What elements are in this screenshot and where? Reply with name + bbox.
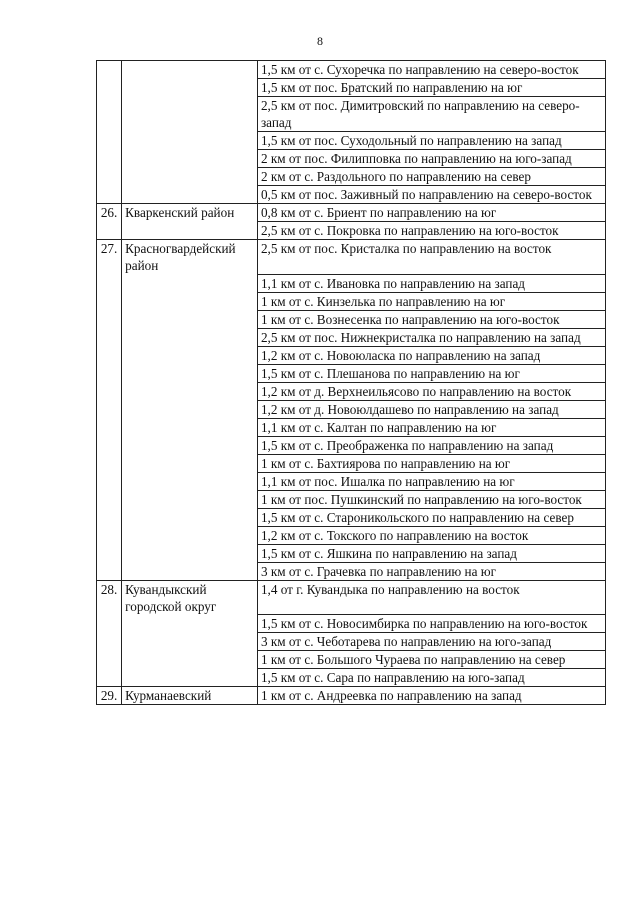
table-row bbox=[97, 292, 606, 310]
row-number-cell bbox=[97, 633, 122, 651]
location-cell: 1,2 км от с. Новоюласка по направлению на запад bbox=[257, 346, 605, 364]
district-cell bbox=[122, 328, 258, 346]
location-cell: 1 км от с. Кинзелька по направлению на юг bbox=[257, 292, 605, 310]
district-cell bbox=[122, 490, 258, 508]
district-cell bbox=[122, 454, 258, 472]
district-cell bbox=[122, 633, 258, 651]
table-row bbox=[97, 240, 606, 275]
district-cell: Кувандыкский городской округ bbox=[122, 580, 258, 615]
row-number-cell bbox=[97, 274, 122, 292]
table-row bbox=[97, 382, 606, 400]
table-row bbox=[97, 526, 606, 544]
location-cell: 1,5 км от с. Староникольского по направлению на север bbox=[257, 508, 605, 526]
row-number-cell bbox=[97, 508, 122, 526]
page-number: 8 bbox=[317, 34, 323, 48]
district-cell bbox=[122, 274, 258, 292]
row-number-cell bbox=[97, 150, 122, 168]
district-cell bbox=[122, 292, 258, 310]
location-cell: 2,5 км от пос. Нижнекристалка по направлению на запад bbox=[257, 328, 605, 346]
district-cell bbox=[122, 310, 258, 328]
row-number-cell bbox=[97, 436, 122, 454]
table-row bbox=[97, 168, 606, 186]
location-cell: 1,5 км от с. Преображенка по направлению на запад bbox=[257, 436, 605, 454]
row-number-cell bbox=[97, 400, 122, 418]
location-cell: 2,5 км от пос. Димитровский по направлению на северо-запад bbox=[257, 97, 605, 132]
location-cell: 1,4 от г. Кувандыка по направлению на восток bbox=[257, 580, 605, 615]
district-cell bbox=[122, 364, 258, 382]
table-row bbox=[97, 562, 606, 580]
locations-table bbox=[96, 60, 606, 705]
table-row bbox=[97, 436, 606, 454]
location-cell: 1,5 км от с. Яшкина по направлению на запад bbox=[257, 544, 605, 562]
location-cell: 1 км от с. Бахтиярова по направлению на юг bbox=[257, 454, 605, 472]
row-number-cell: 29. bbox=[97, 687, 122, 705]
table-row bbox=[97, 150, 606, 168]
row-number-cell bbox=[97, 97, 122, 132]
table-row bbox=[97, 364, 606, 382]
table-row bbox=[97, 669, 606, 687]
row-number-cell bbox=[97, 418, 122, 436]
table-row bbox=[97, 222, 606, 240]
row-number-cell bbox=[97, 490, 122, 508]
district-cell bbox=[122, 61, 258, 79]
district-cell bbox=[122, 508, 258, 526]
row-number-cell bbox=[97, 346, 122, 364]
row-number-cell bbox=[97, 79, 122, 97]
table-row bbox=[97, 274, 606, 292]
table-body bbox=[97, 61, 606, 705]
location-cell: 1,5 км от с. Плешанова по направлению на юг bbox=[257, 364, 605, 382]
location-cell: 0,8 км от с. Бриент по направлению на юг bbox=[257, 204, 605, 222]
row-number-cell bbox=[97, 615, 122, 633]
district-cell: Красногвардейский район bbox=[122, 240, 258, 275]
district-cell bbox=[122, 400, 258, 418]
location-cell: 1 км от с. Андреевка по направлению на запад bbox=[257, 687, 605, 705]
table-row bbox=[97, 580, 606, 615]
district-cell bbox=[122, 651, 258, 669]
district-cell bbox=[122, 222, 258, 240]
district-cell bbox=[122, 526, 258, 544]
row-number-cell bbox=[97, 562, 122, 580]
table-row bbox=[97, 508, 606, 526]
row-number-cell bbox=[97, 472, 122, 490]
table-row bbox=[97, 400, 606, 418]
district-cell bbox=[122, 615, 258, 633]
row-number-cell: 26. bbox=[97, 204, 122, 222]
table-row bbox=[97, 97, 606, 132]
table-row bbox=[97, 544, 606, 562]
table-row bbox=[97, 633, 606, 651]
district-cell: Кваркенский район bbox=[122, 204, 258, 222]
location-cell: 2 км от пос. Филипповка по направлению на юго-запад bbox=[257, 150, 605, 168]
table-row bbox=[97, 490, 606, 508]
district-cell bbox=[122, 544, 258, 562]
location-cell: 1,5 км от с. Сара по направлению на юго-запад bbox=[257, 669, 605, 687]
row-number-cell bbox=[97, 61, 122, 79]
district-cell bbox=[122, 168, 258, 186]
district-cell bbox=[122, 669, 258, 687]
district-cell bbox=[122, 346, 258, 364]
location-cell: 1,5 км от с. Новосимбирка по направлению на юго-восток bbox=[257, 615, 605, 633]
row-number-cell: 27. bbox=[97, 240, 122, 275]
location-cell: 1 км от пос. Пушкинский по направлению на юго-восток bbox=[257, 490, 605, 508]
location-cell: 1,1 км от с. Калтан по направлению на юг bbox=[257, 418, 605, 436]
table-row bbox=[97, 454, 606, 472]
district-cell bbox=[122, 79, 258, 97]
table-row bbox=[97, 346, 606, 364]
location-cell: 1,1 км от пос. Ишалка по направлению на юг bbox=[257, 472, 605, 490]
row-number-cell bbox=[97, 328, 122, 346]
table-row bbox=[97, 472, 606, 490]
row-number-cell bbox=[97, 526, 122, 544]
row-number-cell bbox=[97, 186, 122, 204]
row-number-cell bbox=[97, 651, 122, 669]
district-cell: Курманаевский bbox=[122, 687, 258, 705]
location-cell: 1,2 км от с. Токского по направлению на восток bbox=[257, 526, 605, 544]
row-number-cell bbox=[97, 364, 122, 382]
district-cell bbox=[122, 150, 258, 168]
location-cell: 2,5 км от пос. Кристалка по направлению на восток bbox=[257, 240, 605, 275]
location-cell: 0,5 км от пос. Заживный по направлению на северо-восток bbox=[257, 186, 605, 204]
district-cell bbox=[122, 97, 258, 132]
location-cell: 2,5 км от с. Покровка по направлению на юго-восток bbox=[257, 222, 605, 240]
location-cell: 1,1 км от с. Ивановка по направлению на запад bbox=[257, 274, 605, 292]
table-row bbox=[97, 310, 606, 328]
district-cell bbox=[122, 472, 258, 490]
row-number-cell bbox=[97, 222, 122, 240]
table-row bbox=[97, 328, 606, 346]
row-number-cell bbox=[97, 544, 122, 562]
location-cell: 1 км от с. Вознесенка по направлению на юго-восток bbox=[257, 310, 605, 328]
row-number-cell bbox=[97, 310, 122, 328]
table-row bbox=[97, 651, 606, 669]
location-cell: 2 км от с. Раздольного по направлению на север bbox=[257, 168, 605, 186]
location-cell: 1,5 км от пос. Суходольный по направлению на запад bbox=[257, 132, 605, 150]
location-cell: 3 км от с. Грачевка по направлению на юг bbox=[257, 562, 605, 580]
location-cell: 1,5 км от пос. Братский по направлению на юг bbox=[257, 79, 605, 97]
district-cell bbox=[122, 132, 258, 150]
location-cell: 3 км от с. Чеботарева по направлению на юго-запад bbox=[257, 633, 605, 651]
table-row bbox=[97, 687, 606, 705]
row-number-cell bbox=[97, 292, 122, 310]
table-row bbox=[97, 79, 606, 97]
district-cell bbox=[122, 562, 258, 580]
row-number-cell bbox=[97, 454, 122, 472]
row-number-cell bbox=[97, 669, 122, 687]
district-cell bbox=[122, 186, 258, 204]
location-cell: 1,5 км от с. Сухоречка по направлению на северо-восток bbox=[257, 61, 605, 79]
row-number-cell bbox=[97, 168, 122, 186]
table-row bbox=[97, 132, 606, 150]
location-cell: 1 км от с. Большого Чураева по направлению на север bbox=[257, 651, 605, 669]
location-cell: 1,2 км от д. Новоюлдашево по направлению на запад bbox=[257, 400, 605, 418]
district-cell bbox=[122, 436, 258, 454]
row-number-cell bbox=[97, 382, 122, 400]
table-row bbox=[97, 615, 606, 633]
row-number-cell: 28. bbox=[97, 580, 122, 615]
table-row bbox=[97, 61, 606, 79]
location-cell: 1,2 км от д. Верхнеильясово по направлению на восток bbox=[257, 382, 605, 400]
district-cell bbox=[122, 382, 258, 400]
row-number-cell bbox=[97, 132, 122, 150]
district-cell bbox=[122, 418, 258, 436]
table-row bbox=[97, 186, 606, 204]
table-row bbox=[97, 418, 606, 436]
table-row bbox=[97, 204, 606, 222]
